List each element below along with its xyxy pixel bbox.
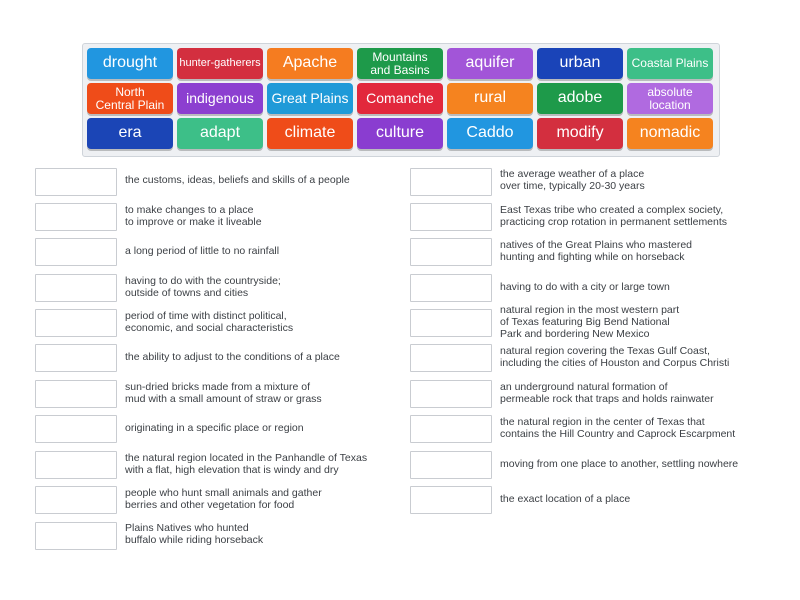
tile-climate[interactable]: climate (267, 118, 353, 149)
clue-text: the ability to adjust to the conditions of a place (125, 351, 340, 363)
tile-drought[interactable]: drought (87, 48, 173, 79)
drop-zone[interactable] (35, 451, 117, 479)
clue-text: sun-dried bricks made from a mixture of mud with a small amount of straw or grass (125, 381, 322, 405)
tile-urban[interactable]: urban (537, 48, 623, 79)
tile-mountains-and-basins[interactable]: Mountains and Basins (357, 48, 443, 79)
clue-text: natural region in the most western part of Texas featuring Big Bend National Park and bordering New Mexico (500, 304, 680, 340)
drop-zone[interactable] (410, 168, 492, 196)
clue-text: having to do with a city or large town (500, 281, 670, 293)
clue-text: an underground natural formation of permeable rock that traps and holds rainwater (500, 381, 714, 405)
clue-text: people who hunt small animals and gather berries and other vegetation for food (125, 487, 322, 511)
tile-hunter-gatherers[interactable]: hunter-gatherers (177, 48, 263, 79)
drop-zone[interactable] (410, 309, 492, 337)
drop-zone[interactable] (35, 168, 117, 196)
clue-text: moving from one place to another, settling nowhere (500, 458, 739, 470)
clue-text: East Texas tribe who created a complex society, practicing crop rotation in permanent settlements (500, 204, 728, 228)
drop-zone[interactable] (35, 238, 117, 266)
drop-zone[interactable] (410, 274, 492, 302)
clue-text: period of time with distinct political, economic, and social characteristics (125, 310, 294, 334)
tile-indigenous[interactable]: indigenous (177, 83, 263, 114)
tile-absolute-location[interactable]: absolute location (627, 83, 713, 114)
drop-zone[interactable] (35, 415, 117, 443)
word-bank (82, 43, 720, 157)
clue-text: a long period of little to no rainfall (125, 245, 280, 257)
drop-zone[interactable] (35, 344, 117, 372)
tile-modify[interactable]: modify (537, 118, 623, 149)
tile-coastal-plains[interactable]: Coastal Plains (627, 48, 713, 79)
clue-text: natural region covering the Texas Gulf Coast, including the cities of Houston and Corpus Christi (500, 345, 730, 369)
tile-apache[interactable]: Apache (267, 48, 353, 79)
tile-rural[interactable]: rural (447, 83, 533, 114)
clue-text: the customs, ideas, beliefs and skills of a people (125, 174, 350, 186)
clue-text: the natural region located in the Panhandle of Texas with a flat, high elevation that is windy and dry (125, 452, 368, 476)
tile-north-central-plain[interactable]: North Central Plain (87, 83, 173, 114)
drop-zone[interactable] (410, 380, 492, 408)
drop-zone[interactable] (410, 344, 492, 372)
tile-caddo[interactable]: Caddo (447, 118, 533, 149)
tile-era[interactable]: era (87, 118, 173, 149)
clue-text: to make changes to a place to improve or make it liveable (125, 204, 262, 228)
tile-adobe[interactable]: adobe (537, 83, 623, 114)
drop-zone[interactable] (35, 380, 117, 408)
tile-comanche[interactable]: Comanche (357, 83, 443, 114)
tile-aquifer[interactable]: aquifer (447, 48, 533, 79)
drop-zone[interactable] (410, 203, 492, 231)
drop-zone[interactable] (410, 415, 492, 443)
drop-zone[interactable] (35, 309, 117, 337)
tile-nomadic[interactable]: nomadic (627, 118, 713, 149)
clue-text: natives of the Great Plains who mastered hunting and fighting while on horseback (500, 239, 693, 263)
drop-zone[interactable] (35, 203, 117, 231)
tile-adapt[interactable]: adapt (177, 118, 263, 149)
clue-text: Plains Natives who hunted buffalo while riding horseback (125, 522, 264, 546)
clue-text: the exact location of a place (500, 493, 631, 505)
clue-text: originating in a specific place or region (125, 422, 304, 434)
drop-zone[interactable] (410, 238, 492, 266)
drop-zone[interactable] (35, 274, 117, 302)
drop-zone[interactable] (35, 486, 117, 514)
drop-zone[interactable] (35, 522, 117, 550)
clue-text: having to do with the countryside; outside of towns and cities (125, 275, 281, 299)
drop-zone[interactable] (410, 486, 492, 514)
clue-text: the average weather of a place over time, typically 20-30 years (500, 168, 645, 192)
clue-text: the natural region in the center of Texas that contains the Hill Country and Caprock Escarpment (500, 416, 736, 440)
tile-culture[interactable]: culture (357, 118, 443, 149)
drop-zone[interactable] (410, 451, 492, 479)
tile-great-plains[interactable]: Great Plains (267, 83, 353, 114)
